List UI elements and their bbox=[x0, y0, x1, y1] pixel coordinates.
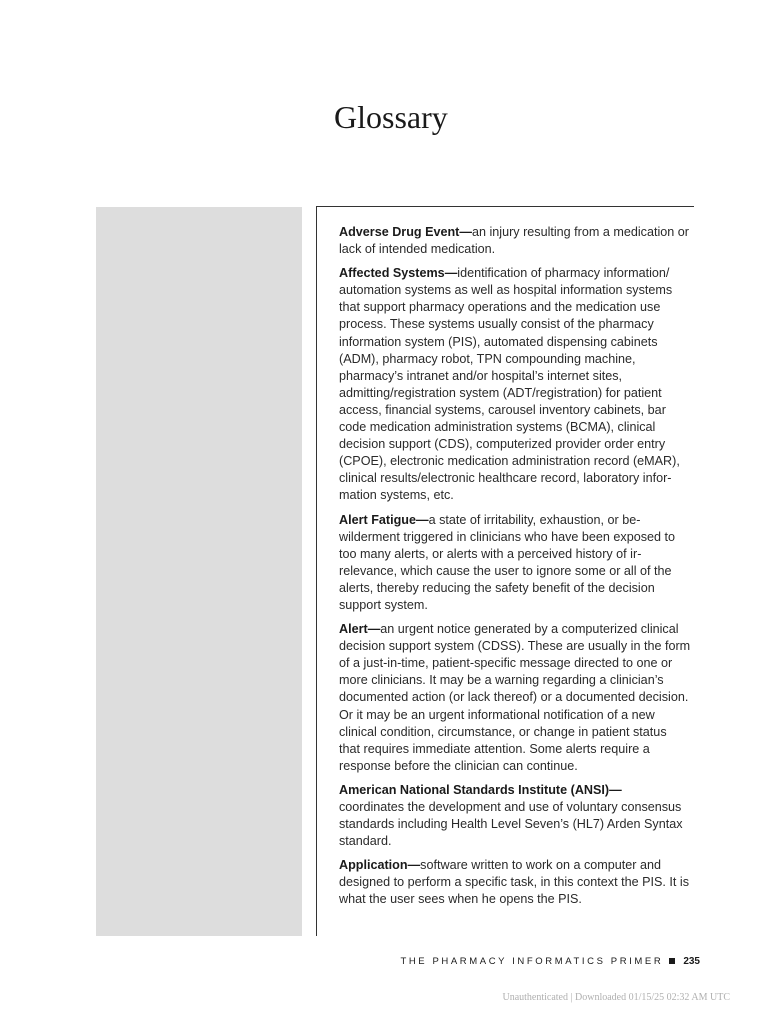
term-separator: — bbox=[415, 512, 429, 527]
glossary-definition: a state of irritability, exhaustion, or bewilderment triggered in clinicians who have been exposed to too many alerts, or alerts with a perceived history of irrelevance, which cause the user to ignore some or all of the alerts, thereby reducing the safety benefit of the decision support system. bbox=[339, 512, 676, 612]
glossary-term: Adverse Drug Event bbox=[339, 225, 460, 239]
glossary-term: American National Standards Institute (ANSI) bbox=[339, 782, 610, 797]
glossary-definition: an urgent notice generated by a computerized clinical decision support system (CDSS). These are usually in the form of a just-in-time, patient-specific message directed to one or more clinicians. It may be a warning regarding a clinician’s documented action (or lack thereof) or a documented decision. Or it may be an urgent informational notification of a new clinical condition, circumstance, or change in patient status that requires immediate attention. Some alerts require a response before the clinician can continue. bbox=[339, 622, 691, 773]
glossary-definition: identification of pharmacy information/ automation systems as well as hospital information systems that support pharmacy operations and the medication use process. These systems usually consist of the pharmacy information system (PIS), automated dispensing cabinets (ADM), pharmacy robot, TPN compounding machine, pharmacy’s intranet and/or hospital’s internet sites, admitting/registration system (ADT/registration) for patient access, financial systems, carousel inventory cabinets, bar code medication administration systems (BCMA), clinical decision support (CDS), computerized provider order entry (CPOE), electronic medication administration record (eMAR), clinical results/electronic healthcare record, laboratory information systems, etc. bbox=[339, 266, 680, 503]
page-title: Glossary bbox=[334, 99, 448, 135]
glossary-entry-alert-fatigue bbox=[339, 512, 691, 615]
glossary-entry-adverse-drug-event bbox=[339, 224, 691, 258]
term-separator: — bbox=[459, 225, 472, 239]
glossary-entry-affected-systems bbox=[339, 265, 691, 504]
page-number: 235 bbox=[683, 956, 700, 967]
glossary-list bbox=[339, 224, 691, 916]
glossary-entry-application bbox=[339, 857, 691, 908]
term-separator: — bbox=[444, 266, 458, 281]
glossary-definition: coordinates the development and use of voluntary consensus standards including Health Level Seven’s (HL7) Arden Syntax standard. bbox=[339, 800, 683, 849]
download-watermark: Unauthenticated | Downloaded 01/15/25 02:32 AM UTC bbox=[502, 992, 730, 1003]
glossary-term: Affected Systems bbox=[339, 266, 445, 281]
term-separator: — bbox=[367, 622, 381, 637]
running-title: THE PHARMACY INFORMATICS PRIMER bbox=[400, 956, 664, 967]
term-separator: — bbox=[407, 858, 421, 873]
left-rule bbox=[316, 206, 317, 936]
top-rule bbox=[316, 206, 694, 207]
glossary-definition: software written to work on a computer and designed to perform a specific task, in this context the PIS. It is what the user sees when he opens the PIS. bbox=[339, 858, 689, 907]
glossary-definition: an injury resulting from a medication or lack of intended medication. bbox=[339, 225, 689, 257]
term-separator: — bbox=[609, 782, 622, 797]
glossary-entry-ansi bbox=[339, 782, 691, 850]
glossary-term: Alert Fatigue bbox=[339, 512, 416, 527]
glossary-term: Alert bbox=[339, 622, 368, 637]
glossary-term: Application bbox=[339, 858, 408, 873]
square-bullet-icon bbox=[669, 958, 675, 964]
running-footer bbox=[400, 956, 700, 967]
glossary-entry-alert bbox=[339, 621, 691, 775]
gray-sidebar-panel bbox=[96, 207, 302, 936]
